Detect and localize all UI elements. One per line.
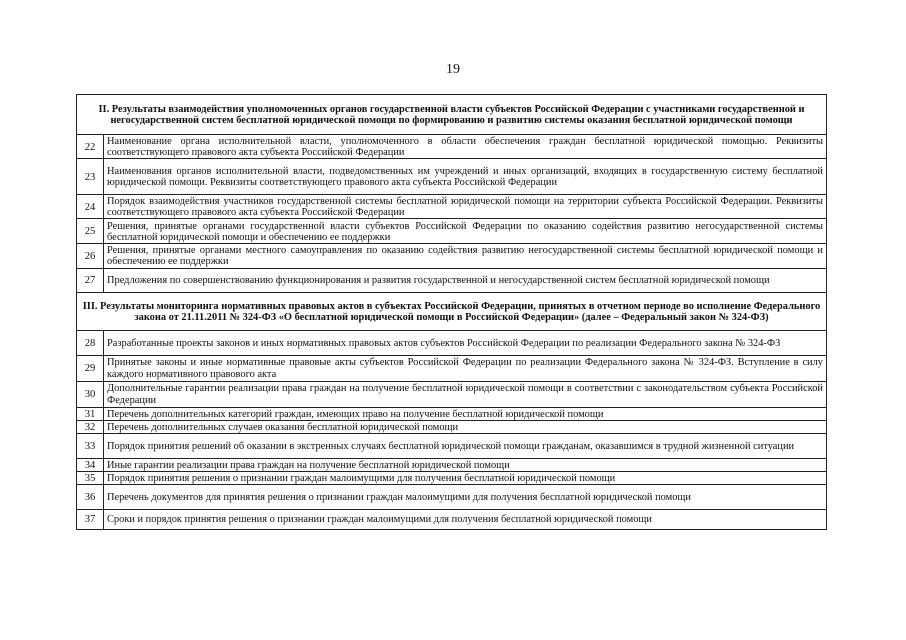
row-number: 32 — [77, 420, 104, 433]
table-row — [77, 420, 827, 433]
row-text: Порядок принятия решений об оказании в экстренных случаях бесплатной юридической помощи гражданам, оказавшимся в трудной жизненной ситуации — [104, 433, 827, 458]
table-row — [77, 244, 827, 268]
section-header-row — [77, 95, 827, 135]
row-number: 29 — [77, 355, 104, 381]
table-row — [77, 355, 827, 381]
row-number: 30 — [77, 381, 104, 407]
row-text: Перечень дополнительных случаев оказания бесплатной юридической помощи — [104, 420, 827, 433]
table-row — [77, 484, 827, 509]
section-title: III. Результаты мониторинга нормативных правовых актов в субъектах Российской Федерации, принятых в отчетном периоде во исполнение Федерального закона от 21.11.2011 № 324-ФЗ «О бесплатной юридической помощи в Российской Федерации» (далее – Федеральный закон № 324-ФЗ) — [77, 292, 827, 330]
row-text: Порядок принятия решения о признании граждан малоимущими для получения бесплатной юридической помощи — [104, 471, 827, 484]
row-number: 25 — [77, 219, 104, 244]
table-row — [77, 381, 827, 407]
row-text: Решения, принятые органами местного самоуправления по оказанию содействия развитию негосударственной системы бесплатной юридической помощи и обеспечению ее поддержки — [104, 244, 827, 268]
monitoring-table — [76, 94, 827, 530]
row-text: Дополнительные гарантии реализации права граждан на получение бесплатной юридической помощи в соответствии с законодательством субъекта Российской Федерации — [104, 381, 827, 407]
table-row — [77, 433, 827, 458]
row-text: Решения, принятые органами государственной власти субъектов Российской Федерации по оказанию содействия развитию негосударственной системы бесплатной юридической помощи и обеспечению ее поддержки — [104, 219, 827, 244]
row-number: 31 — [77, 407, 104, 420]
row-text: Иные гарантии реализации права граждан на получение бесплатной юридической помощи — [104, 458, 827, 471]
row-text: Перечень дополнительных категорий граждан, имеющих право на получение бесплатной юридической помощи — [104, 407, 827, 420]
table-row — [77, 219, 827, 244]
row-text: Наименование органа исполнительной власти, уполномоченного в области обеспечения граждан бесплатной юридической помощью. Реквизиты соответствующего правового акта субъекта Российской Федерации — [104, 135, 827, 159]
row-number: 26 — [77, 244, 104, 268]
table-row — [77, 268, 827, 292]
row-number: 28 — [77, 330, 104, 355]
table-row — [77, 471, 827, 484]
table-row — [77, 407, 827, 420]
table-row — [77, 135, 827, 159]
row-text: Порядок взаимодействия участников государственной системы бесплатной юридической помощи на территории субъекта Российской Федерации. Реквизиты соответствующего правового акта субъекта Российской Федерации — [104, 195, 827, 219]
row-number: 34 — [77, 458, 104, 471]
row-number: 27 — [77, 268, 104, 292]
table-row — [77, 509, 827, 529]
table-row — [77, 195, 827, 219]
row-text: Принятые законы и иные нормативные правовые акты субъектов Российской Федерации по реализации Федерального закона № 324-ФЗ. Вступление в силу каждого нормативного правового акта — [104, 355, 827, 381]
table-row — [77, 330, 827, 355]
row-number: 36 — [77, 484, 104, 509]
row-number: 37 — [77, 509, 104, 529]
row-text: Предложения по совершенствованию функционирования и развития государственной и негосударственной систем бесплатной юридической помощи — [104, 268, 827, 292]
row-text: Разработанные проекты законов и иных нормативных правовых актов субъектов Российской Федерации по реализации Федерального закона № 324-ФЗ — [104, 330, 827, 355]
row-number: 22 — [77, 135, 104, 159]
section-header-row — [77, 292, 827, 330]
row-number: 23 — [77, 159, 104, 195]
section-title: II. Результаты взаимодействия уполномоченных органов государственной власти субъектов Российской Федерации с участниками государственной и негосударственной систем бесплатной юридической помощи по формированию и развитию системы оказания бесплатной юридической помощи — [77, 95, 827, 135]
row-text: Перечень документов для принятия решения о признании граждан малоимущими для получения бесплатной юридической помощи — [104, 484, 827, 509]
table-row — [77, 458, 827, 471]
table-row — [77, 159, 827, 195]
page-number: 19 — [446, 62, 460, 77]
row-number: 24 — [77, 195, 104, 219]
row-text: Наименования органов исполнительной власти, подведомственных им учреждений и иных организаций, входящих в государственную систему бесплатной юридической помощи. Реквизиты соответствующего правового акта субъекта Российской Федерации — [104, 159, 827, 195]
row-text: Сроки и порядок принятия решения о признании граждан малоимущими для получения бесплатной юридической помощи — [104, 509, 827, 529]
row-number: 35 — [77, 471, 104, 484]
row-number: 33 — [77, 433, 104, 458]
